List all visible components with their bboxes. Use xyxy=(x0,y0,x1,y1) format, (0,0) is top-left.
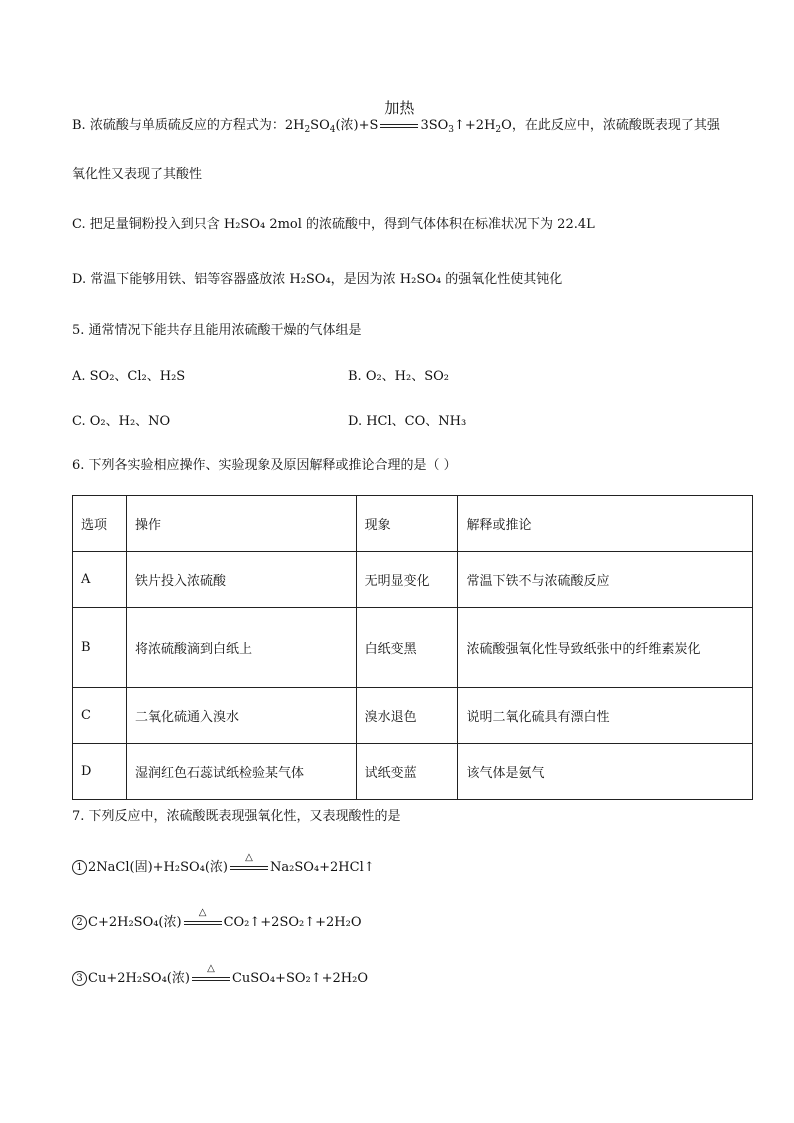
q4-option-b-line2: 氧化性又表现了其酸性 xyxy=(72,167,203,182)
table-cell: 铁片投入浓硫酸 xyxy=(126,552,356,608)
table-header-row xyxy=(73,496,753,552)
heat-symbol: △ xyxy=(198,906,207,918)
reaction-arrow xyxy=(184,906,222,930)
table-row xyxy=(73,688,753,744)
q7-stem: 7. 下列反应中，浓硫酸既表现强氧化性，又表现酸性的是 xyxy=(72,809,401,824)
table-cell: 溴水退色 xyxy=(356,688,458,744)
table-header-cell: 操作 xyxy=(126,496,356,552)
table-cell: 说明二氧化硫具有漂白性 xyxy=(458,688,753,744)
table-cell: 白纸变黑 xyxy=(356,608,458,688)
reaction-condition: 加热 xyxy=(384,98,415,117)
reaction-arrow xyxy=(230,851,268,875)
table-cell: 常温下铁不与浓硫酸反应 xyxy=(458,552,753,608)
q4b-f2: (浓)+S xyxy=(335,118,379,133)
q6-stem: 6. 下列各实验相应操作、实验现象及原因解释或推论合理的是（ ） xyxy=(72,458,457,473)
table-cell: 试纸变蓝 xyxy=(356,744,458,800)
q4-option-b: B. 浓硫酸与单质硫反应的方程式为：$2H_2SO_4$(浓)+S 加热 $3SO_3↑+2H_2O$，在此反应中，浓硫酸既表现了其强 xyxy=(72,98,720,135)
table-cell: 二氧化硫通入溴水 xyxy=(126,688,356,744)
table-cell: 湿润红色石蕊试纸检验某气体 xyxy=(126,744,356,800)
q7-reaction-2 xyxy=(72,906,362,932)
heat-symbol: △ xyxy=(245,851,253,863)
table-row xyxy=(73,552,753,608)
q4-option-c: C. 把足量铜粉投入到只含 H₂SO₄ 2mol 的浓硫酸中，得到气体体积在标准状况下为 22.4L xyxy=(72,217,595,232)
heat-symbol: △ xyxy=(207,962,215,974)
table-cell: 该气体是氨气 xyxy=(458,744,753,800)
q5-option-a: A. SO₂、Cl₂、H₂S xyxy=(72,369,186,384)
reaction-right: CO₂↑+2SO₂↑+2H₂O xyxy=(223,915,362,930)
reaction-left: Cu+2H₂SO₄(浓) xyxy=(88,971,190,986)
table-header-cell: 解释或推论 xyxy=(458,496,753,552)
reaction-left: C+2H₂SO₄(浓) xyxy=(88,915,182,930)
q6-table xyxy=(72,495,753,800)
circled-number: 2 xyxy=(72,915,87,930)
q4b-prefix: B. 浓硫酸与单质硫反应的方程式为：2H xyxy=(72,118,305,133)
q4b-after: 3SO xyxy=(420,118,449,133)
table-cell: 浓硫酸强氧化性导致纸张中的纤维素炭化 xyxy=(458,608,753,688)
q5-option-c: C. O₂、H₂、NO xyxy=(72,414,171,429)
reaction-arrow xyxy=(192,962,230,986)
table-cell: 无明显变化 xyxy=(356,552,458,608)
table-header-cell: 选项 xyxy=(73,496,127,552)
table-cell: B xyxy=(73,608,127,688)
reaction-right: Na₂SO₄+2HCl↑ xyxy=(270,860,375,875)
q7-reaction-1 xyxy=(72,851,375,877)
circled-number: 3 xyxy=(72,971,87,986)
table-cell: C xyxy=(73,688,127,744)
q5-option-d: D. HCl、CO、NH₃ xyxy=(348,414,467,429)
reaction-right: CuSO₄+SO₂↑+2H₂O xyxy=(231,971,368,986)
table-cell: 将浓硫酸滴到白纸上 xyxy=(126,608,356,688)
reaction-left: 2NaCl(固)+H₂SO₄(浓) xyxy=(88,860,229,875)
q5-stem: 5. 通常情况下能共存且能用浓硫酸干燥的气体组是 xyxy=(72,323,362,338)
q4b-after2: ↑+2H xyxy=(454,118,496,133)
table-row xyxy=(73,608,753,688)
q7-reaction-3 xyxy=(72,962,368,988)
q4b-f1: SO xyxy=(310,118,330,133)
table-cell: A xyxy=(73,552,127,608)
table-row xyxy=(73,744,753,800)
table-header-cell: 现象 xyxy=(356,496,458,552)
reaction-arrow xyxy=(380,98,418,133)
q4b-after3: O，在此反应中，浓硫酸既表现了其强 xyxy=(501,118,720,133)
table-cell: D xyxy=(73,744,127,800)
circled-number: 1 xyxy=(72,860,87,875)
q5-option-b: B. O₂、H₂、SO₂ xyxy=(348,369,450,384)
q4-option-d: D. 常温下能够用铁、铝等容器盛放浓 H₂SO₄，是因为浓 H₂SO₄ 的强氧化性使其钝化 xyxy=(72,272,563,287)
